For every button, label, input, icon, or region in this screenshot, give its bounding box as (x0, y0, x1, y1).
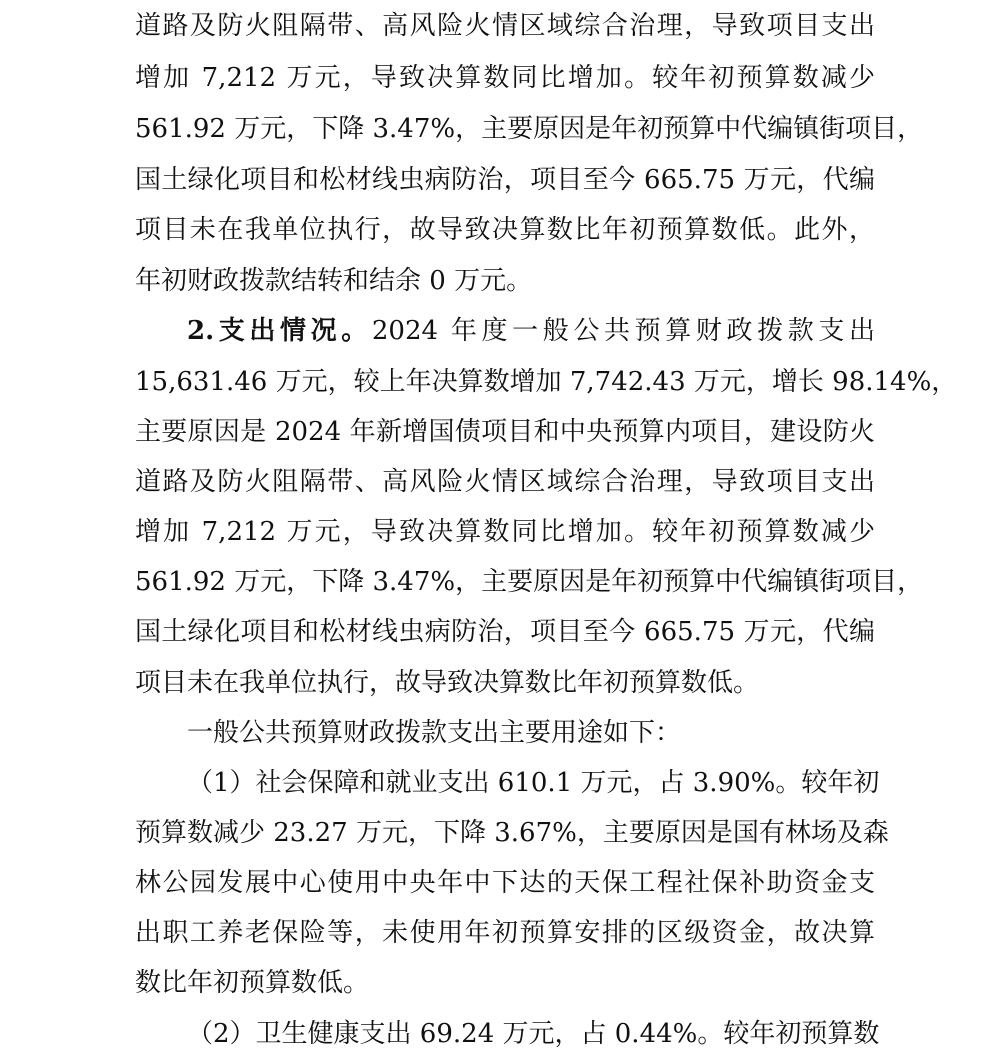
paragraph-line: 561.92 万元，下降 3.47%，主要原因是年初预算中代编镇街项目， (135, 567, 924, 597)
paragraph-line: 主要原因是 2024 年新增国债项目和中央预算内项目，建设防火 (135, 417, 875, 447)
paragraph-line: 林公园发展中心使用中央年中下达的天保工程社保补助资金支 (135, 868, 875, 898)
paragraph-line: 预算数减少 23.27 万元，下降 3.67%，主要原因是国有林场及森 (135, 818, 889, 848)
paragraph-line: 项目未在我单位执行，故导致决算数比年初预算数低。此外， (135, 215, 875, 245)
paragraph-line: 15,631.46 万元，较上年决算数增加 7,742.43 万元，增长 98.14%， (135, 367, 958, 397)
paragraph-line: 道路及防火阻隔带、高风险火情区域综合治理，导致项目支出 (135, 467, 875, 497)
intro-line: 一般公共预算财政拨款支出主要用途如下： (187, 718, 682, 748)
list-item-line: （1）社会保障和就业支出 610.1 万元，占 3.90%。较年初 (187, 768, 880, 798)
paragraph-line: 国土绿化项目和松材线虫病防治，项目至今 665.75 万元，代编 (135, 165, 875, 195)
section-heading-text: 2024 年度一般公共预算财政拨款支出 (371, 316, 875, 346)
paragraph-line: 国土绿化项目和松材线虫病防治，项目至今 665.75 万元，代编 (135, 617, 875, 647)
paragraph-line: 道路及防火阻隔带、高风险火情区域综合治理，导致项目支出 (135, 11, 875, 41)
paragraph-line: 增加 7,212 万元，导致决算数同比增加。较年初预算数减少 (135, 517, 875, 547)
paragraph-line: 561.92 万元，下降 3.47%，主要原因是年初预算中代编镇街项目， (135, 114, 924, 144)
paragraph-line: 出职工养老保险等，未使用年初预算安排的区级资金，故决算 (135, 918, 875, 948)
paragraph-line: 年初财政拨款结转和结余 0 万元。 (135, 266, 533, 296)
paragraph-line: 增加 7,212 万元，导致决算数同比增加。较年初预算数减少 (135, 63, 875, 93)
paragraph-line: 项目未在我单位执行，故导致决算数比年初预算数低。 (135, 668, 760, 698)
section-heading-line (187, 305, 875, 357)
paragraph-line: 数比年初预算数低。 (135, 968, 370, 998)
list-item-line: （2）卫生健康支出 69.24 万元，占 0.44%。较年初预算数 (187, 1019, 880, 1049)
section-heading: 2.支出情况。 (187, 316, 372, 346)
